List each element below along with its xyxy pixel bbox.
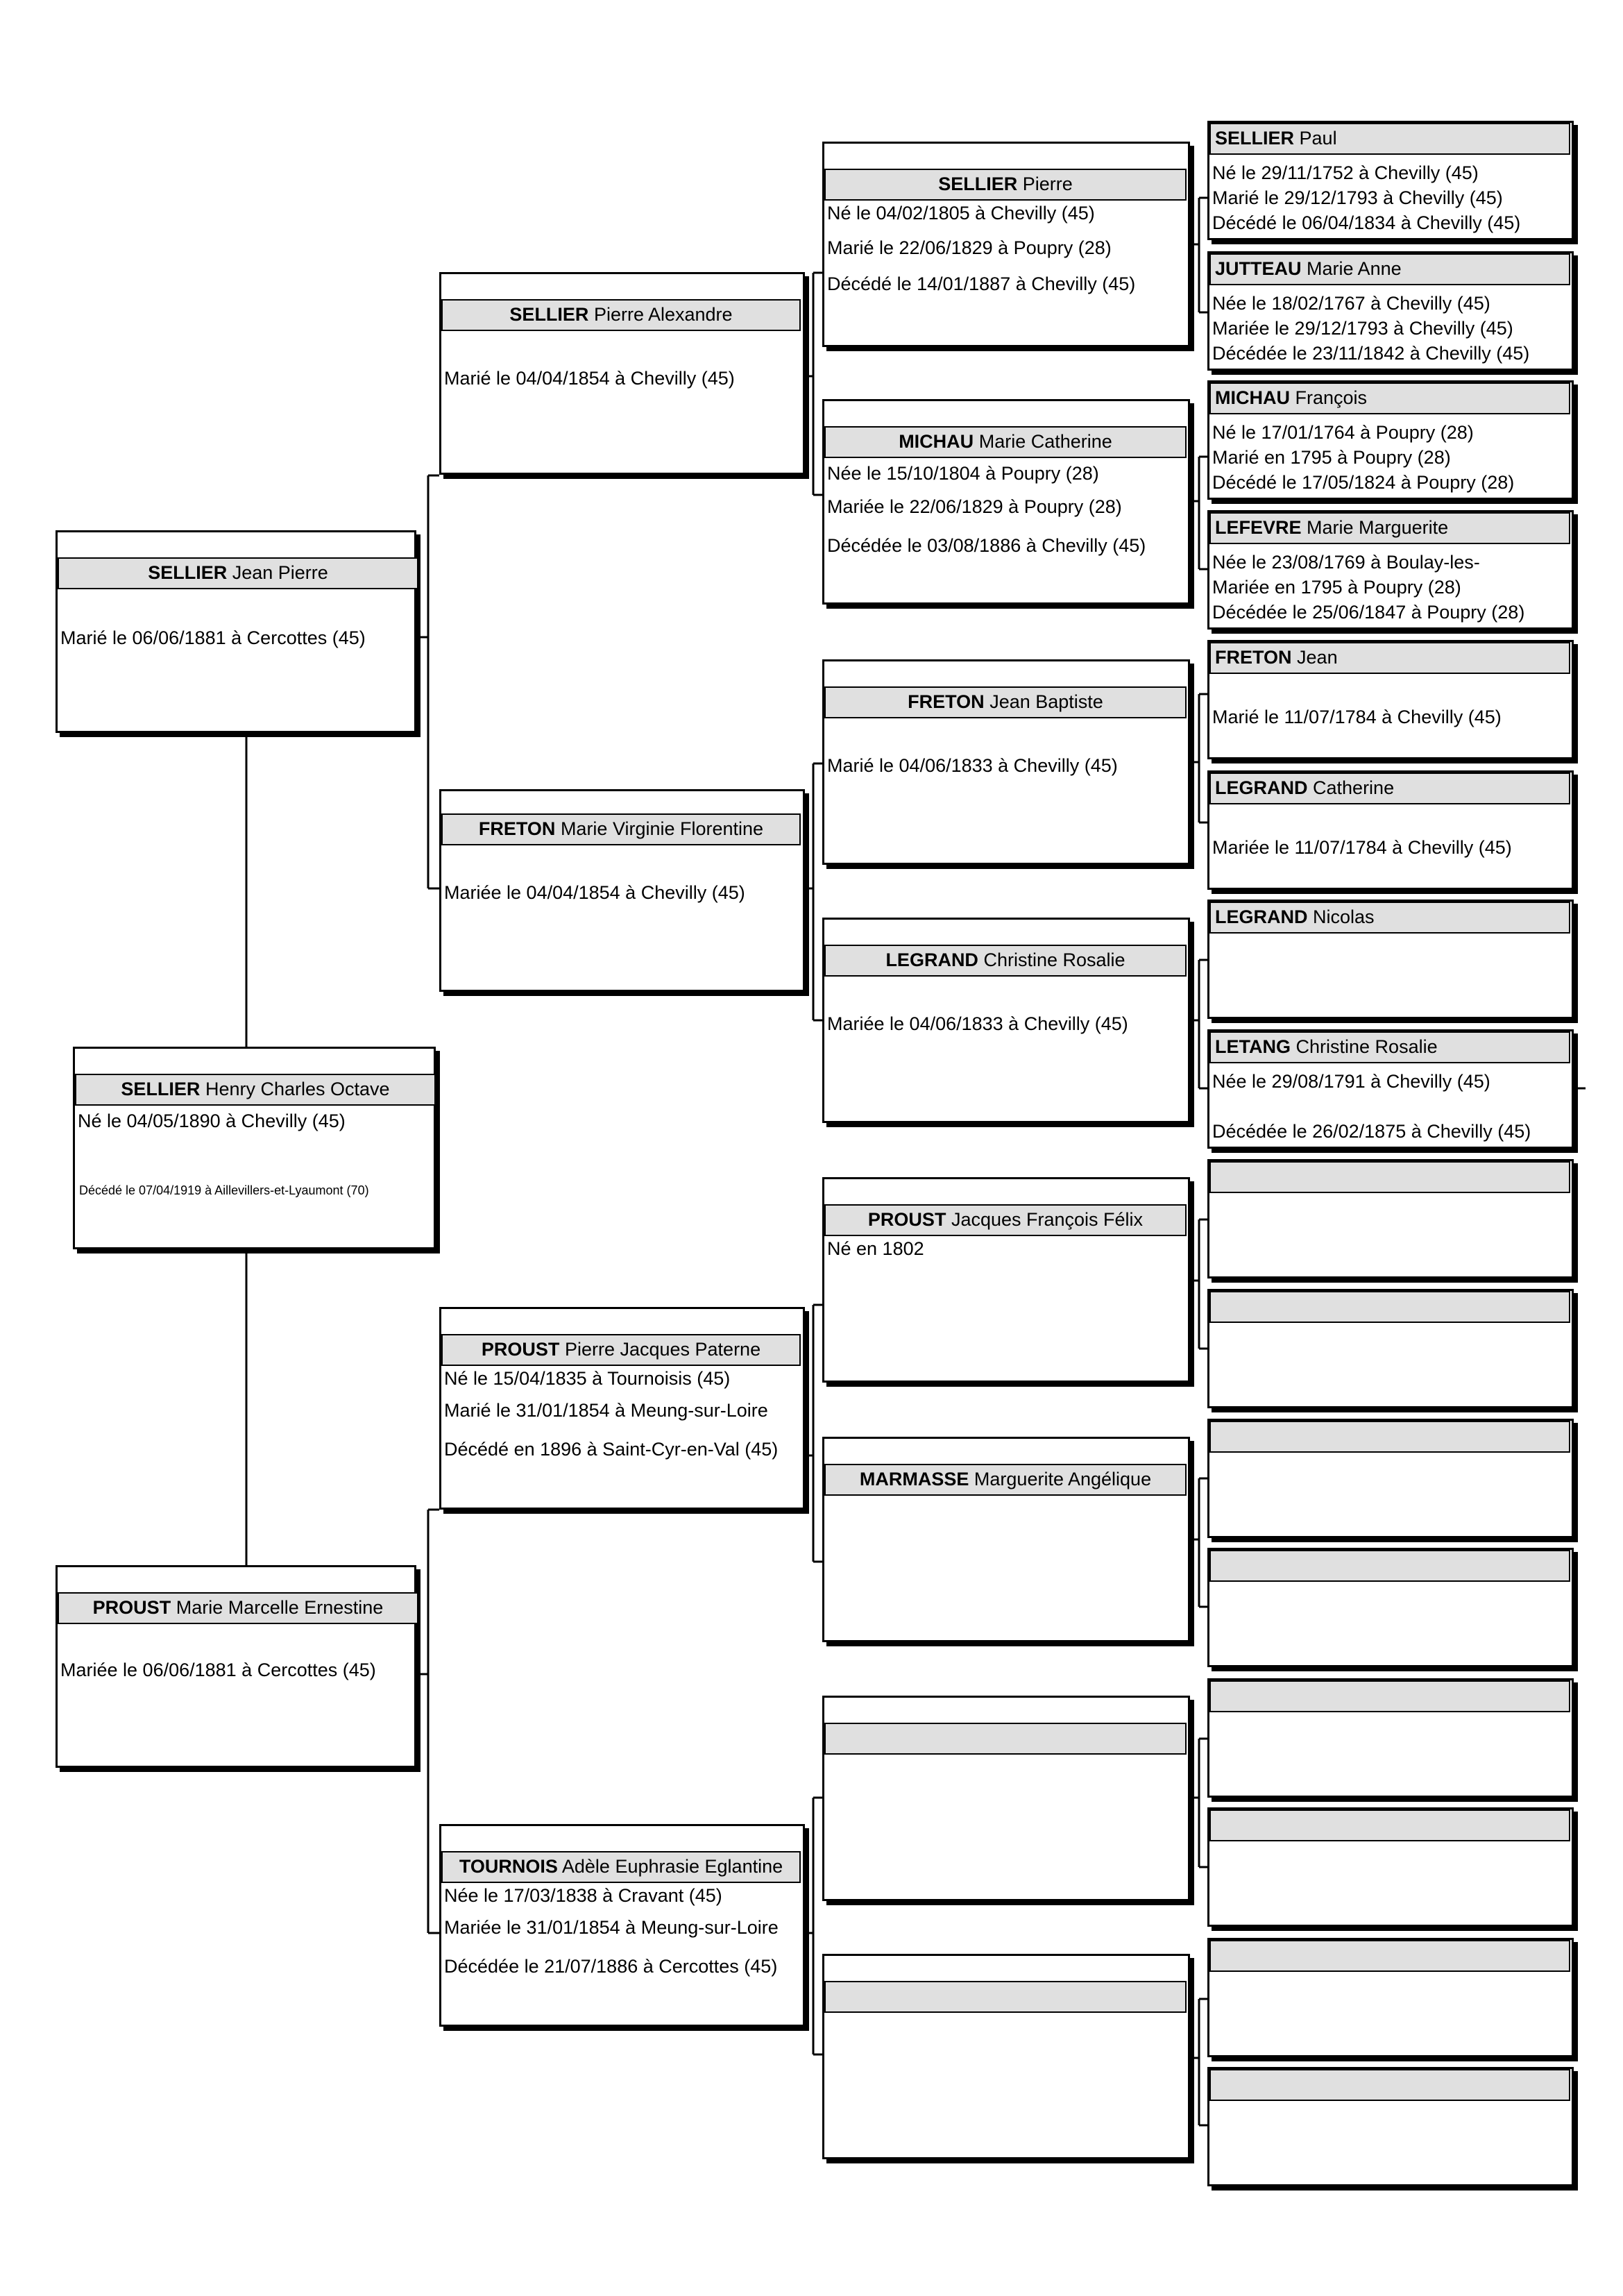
person-box-marmasse-marguerite-angelique[interactable] [822,1437,1190,1642]
name-bar [441,1851,801,1883]
given-name: Jean Baptiste [989,691,1103,712]
marriage-info: Mariée en 1795 à Poupry (28) [1212,577,1461,598]
person-box-proust-pierre-jacques-paterne[interactable] [439,1307,805,1510]
birth-info: Née le 15/10/1804 à Poupry (28) [827,463,1099,484]
person-box-empty[interactable] [822,1696,1190,1901]
name-bar [1209,2069,1570,2101]
given-name: Pierre Jacques Paterne [564,1339,761,1360]
person-box-sellier-pierre-alexandre[interactable] [439,272,805,475]
marriage-info: Marié le 22/06/1829 à Poupry (28) [827,237,1112,258]
marriage-info: Mariée le 04/06/1833 à Chevilly (45) [827,1013,1128,1034]
given-name: Jean Pierre [232,562,328,583]
person-box-sellier-jean-pierre[interactable] [56,530,416,733]
name-bar [1209,512,1570,544]
name-bar [1209,773,1570,804]
person-box-legrand-nicolas[interactable] [1207,900,1574,1019]
person-box-freton-jean[interactable] [1207,640,1574,759]
name-bar [1209,1940,1570,1972]
surname: PROUST [867,1209,946,1230]
given-name: Jean [1297,647,1338,668]
birth-info: Née le 18/02/1767 à Chevilly (45) [1212,293,1490,314]
surname: MICHAU [1215,387,1290,408]
surname: LEGRAND [1215,777,1308,798]
person-box-lefevre-marie-marguerite[interactable] [1207,510,1574,630]
surname: TOURNOIS [459,1856,558,1877]
given-name: Nicolas [1313,906,1375,927]
person-box-empty[interactable] [1207,1807,1574,1927]
person-box-root-sellier-henry-charles-octave[interactable] [73,1047,436,1249]
person-box-empty[interactable] [1207,1938,1574,2057]
surname: LEGRAND [885,949,978,970]
name-bar [1209,123,1570,155]
marriage-info: Marié en 1795 à Poupry (28) [1212,447,1451,468]
given-name: Henry Charles Octave [205,1079,390,1099]
person-box-empty[interactable] [1207,1548,1574,1667]
death-info: Décédée le 23/11/1842 à Chevilly (45) [1212,343,1530,364]
given-name: Marie Marguerite [1307,517,1449,538]
birth-info: Né le 15/04/1835 à Tournoisis (45) [444,1368,731,1389]
name-bar [1209,642,1570,674]
death-info: Décédée le 26/02/1875 à Chevilly (45) [1212,1121,1531,1142]
person-box-empty[interactable] [1207,1289,1574,1408]
name-bar [824,1204,1187,1236]
surname: LETANG [1215,1036,1291,1057]
surname: FRETON [1215,647,1292,668]
death-info: Décédée le 03/08/1886 à Chevilly (45) [827,535,1146,556]
person-box-empty[interactable] [1207,2067,1574,2186]
given-name: Marie Anne [1307,258,1402,279]
name-bar [824,1981,1187,2013]
name-bar [1209,1809,1570,1841]
name-bar [58,1592,418,1624]
death-info: Décédé le 07/04/1919 à Aillevillers-et-Lyaumont (70) [79,1183,369,1197]
name-bar [441,1334,801,1366]
surname: MICHAU [899,431,974,452]
death-info: Décédé le 14/01/1887 à Chevilly (45) [827,273,1136,294]
given-name: Jacques François Félix [951,1209,1144,1230]
person-box-freton-jean-baptiste[interactable] [822,659,1190,865]
person-box-empty[interactable] [822,1954,1190,2159]
person-box-michau-francois[interactable] [1207,380,1574,500]
name-bar [58,557,418,589]
birth-info: Né le 04/02/1805 à Chevilly (45) [827,203,1095,223]
marriage-info: Marié le 04/04/1854 à Chevilly (45) [444,368,735,389]
name-bar [441,813,801,845]
surname: SELLIER [148,562,228,583]
given-name: Marguerite Angélique [974,1469,1152,1489]
surname: SELLIER [509,304,589,325]
given-name: Marie Marcelle Ernestine [176,1597,384,1618]
person-box-jutteau-marie-anne[interactable] [1207,251,1574,371]
birth-info: Né le 29/11/1752 à Chevilly (45) [1212,162,1479,183]
person-box-sellier-paul[interactable] [1207,121,1574,240]
given-name: Christine Rosalie [983,949,1125,970]
birth-info: Née le 29/08/1791 à Chevilly (45) [1212,1071,1490,1092]
marriage-info: Mariée le 04/04/1854 à Chevilly (45) [444,882,745,903]
name-bar [1209,1161,1570,1193]
person-box-michau-marie-catherine[interactable] [822,399,1190,605]
death-info: Décédé le 17/05/1824 à Poupry (28) [1212,472,1515,493]
marriage-info: Mariée le 11/07/1784 à Chevilly (45) [1212,837,1512,858]
name-bar [1209,902,1570,934]
name-bar [824,945,1187,977]
person-box-empty[interactable] [1207,1678,1574,1798]
given-name: Marie Virginie Florentine [560,818,764,839]
given-name: Marie Catherine [978,431,1112,452]
given-name: Christine Rosalie [1295,1036,1438,1057]
given-name: Pierre [1022,174,1073,194]
person-box-proust-jacques-francois-felix[interactable] [822,1177,1190,1383]
given-name: Catherine [1313,777,1395,798]
person-box-sellier-pierre[interactable] [822,142,1190,347]
surname: LEGRAND [1215,906,1308,927]
person-box-legrand-catherine[interactable] [1207,770,1574,890]
death-info: Décédé en 1896 à Saint-Cyr-en-Val (45) [444,1439,779,1460]
birth-info: Né le 04/05/1890 à Chevilly (45) [78,1111,346,1131]
birth-info: Née le 23/08/1769 à Boulay-les- [1212,552,1480,573]
name-bar [824,1464,1187,1496]
surname: SELLIER [938,174,1018,194]
given-name: Paul [1299,128,1337,149]
marriage-info: Marié le 06/06/1881 à Cercottes (45) [60,627,366,648]
person-box-proust-marie-marcelle-ernestine[interactable] [56,1565,416,1768]
given-name: Pierre Alexandre [593,304,733,325]
name-bar [75,1074,436,1106]
surname: PROUST [92,1597,171,1618]
person-box-empty[interactable] [1207,1159,1574,1278]
marriage-info: Marié le 04/06/1833 à Chevilly (45) [827,755,1118,776]
person-box-tournois-adele-euphrasie-eglantine[interactable] [439,1824,805,2027]
marriage-info: Marié le 31/01/1854 à Meung-sur-Loire [444,1400,768,1421]
death-info: Décédé le 06/04/1834 à Chevilly (45) [1212,212,1521,233]
surname: PROUST [481,1339,560,1360]
name-bar [1209,1421,1570,1453]
surname: MARMASSE [859,1469,969,1489]
person-box-legrand-christine-rosalie[interactable] [822,918,1190,1123]
name-bar [824,1723,1187,1755]
marriage-info: Mariée le 31/01/1854 à Meung-sur-Loire [444,1917,779,1938]
birth-info: Née le 17/03/1838 à Cravant (45) [444,1885,722,1906]
name-bar [1209,382,1570,414]
surname: LEFEVRE [1215,517,1302,538]
surname: FRETON [478,818,556,839]
marriage-info: Mariée le 06/06/1881 à Cercottes (45) [60,1660,376,1680]
surname: FRETON [908,691,985,712]
name-bar [1209,1031,1570,1063]
given-name: François [1295,387,1368,408]
surname: SELLIER [121,1079,201,1099]
name-bar [1209,1291,1570,1323]
name-bar [824,686,1187,718]
name-bar [824,169,1187,201]
death-info: Décédée le 21/07/1886 à Cercottes (45) [444,1956,778,1977]
marriage-info: Mariée le 29/12/1793 à Chevilly (45) [1212,318,1513,339]
marriage-info: Mariée le 22/06/1829 à Poupry (28) [827,496,1122,517]
name-bar [1209,1550,1570,1582]
name-bar [1209,253,1570,285]
given-name: Adèle Euphrasie Eglantine [561,1856,783,1877]
birth-info: Né en 1802 [827,1238,924,1259]
name-bar [824,426,1187,458]
name-bar [441,299,801,331]
person-box-freton-marie-virginie-florentine[interactable] [439,789,805,992]
surname: SELLIER [1215,128,1295,149]
person-box-letang-christine-rosalie[interactable] [1207,1029,1574,1149]
name-bar [1209,1680,1570,1712]
person-box-empty[interactable] [1207,1419,1574,1538]
death-info: Décédée le 25/06/1847 à Poupry (28) [1212,602,1525,623]
birth-info: Né le 17/01/1764 à Poupry (28) [1212,422,1474,443]
marriage-info: Marié le 11/07/1784 à Chevilly (45) [1212,707,1502,727]
surname: JUTTEAU [1215,258,1302,279]
marriage-info: Marié le 29/12/1793 à Chevilly (45) [1212,187,1503,208]
